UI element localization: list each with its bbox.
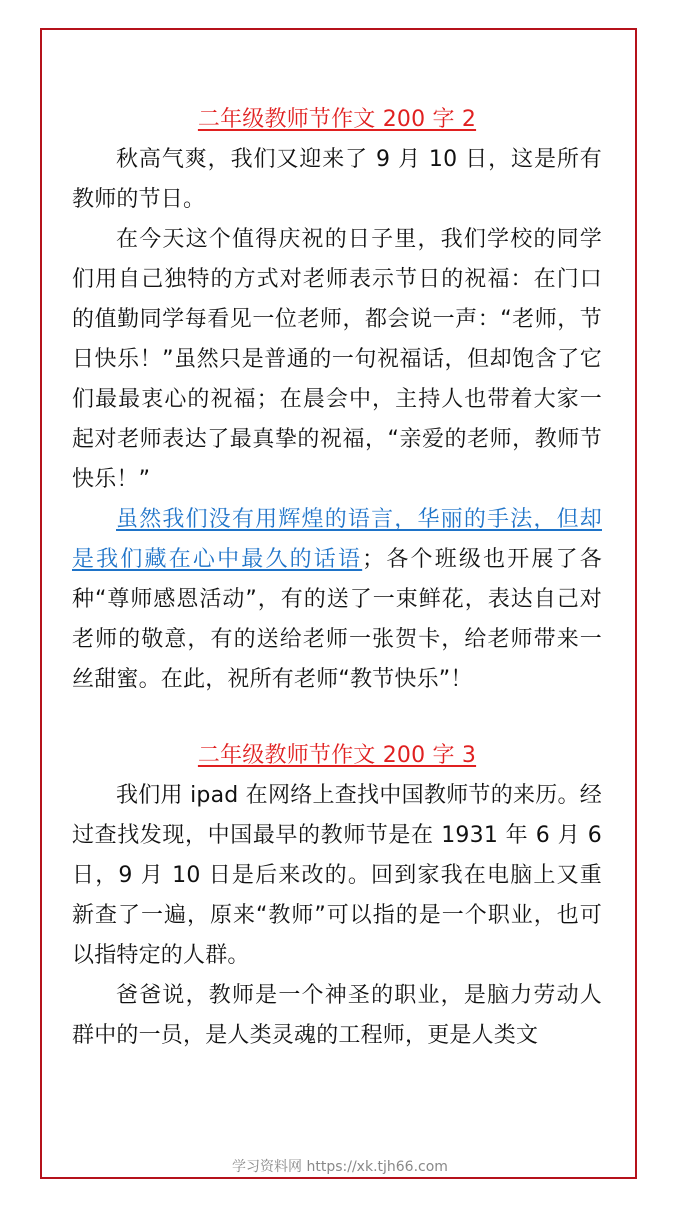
section-title-3: 二年级教师节作文 200 字 3	[197, 743, 477, 768]
paragraph: 爸爸说，教师是一个神圣的职业，是脑力劳动人群中的一员，是人类灵魂的工程师，更是人类文	[72, 983, 602, 1048]
paragraph-rest: ；各个班级也开展了各种“尊师感恩活动”，有的送了一束鲜花，表达自己对老师的敬意，有的送给老师一张贺卡，给老师带来一丝甜蜜。在此，祝所有老师“教节快乐”！	[72, 547, 602, 692]
paragraph-with-highlight	[72, 500, 602, 700]
document-body	[72, 100, 602, 1056]
paragraph: 在今天这个值得庆祝的日子里，我们学校的同学们用自己独特的方式对老师表示节日的祝福：在门口的值勤同学每看见一位老师，都会说一声：“老师，节日快乐！”虽然只是普通的一句祝福话，但却饱含了它们最最衷心的祝福；在晨会中，主持人也带着大家一起对老师表达了最真挚的祝福，“亲爱的老师，教师节快乐！”	[72, 227, 602, 492]
highlighted-sentence: 虽然我们没有用辉煌的语言，华丽的手法，但却是我们藏在心中最久的话语	[72, 507, 602, 572]
section-gap	[72, 700, 602, 736]
section-title-2: 二年级教师节作文 200 字 2	[197, 107, 477, 132]
paragraph: 我们用 ipad 在网络上查找中国教师节的来历。经过查找发现，中国最早的教师节是在 1931 年 6 月 6 日，9 月 10 日是后来改的。回到家我在电脑上又重新查了一遍，原来“教师”可以指的是一个职业，也可以指特定的人群。	[72, 783, 602, 968]
paragraph: 秋高气爽，我们又迎来了 9 月 10 日，这是所有教师的节日。	[72, 147, 602, 212]
footer-watermark: 学习资料网 https://xk.tjh66.com	[232, 1159, 448, 1175]
